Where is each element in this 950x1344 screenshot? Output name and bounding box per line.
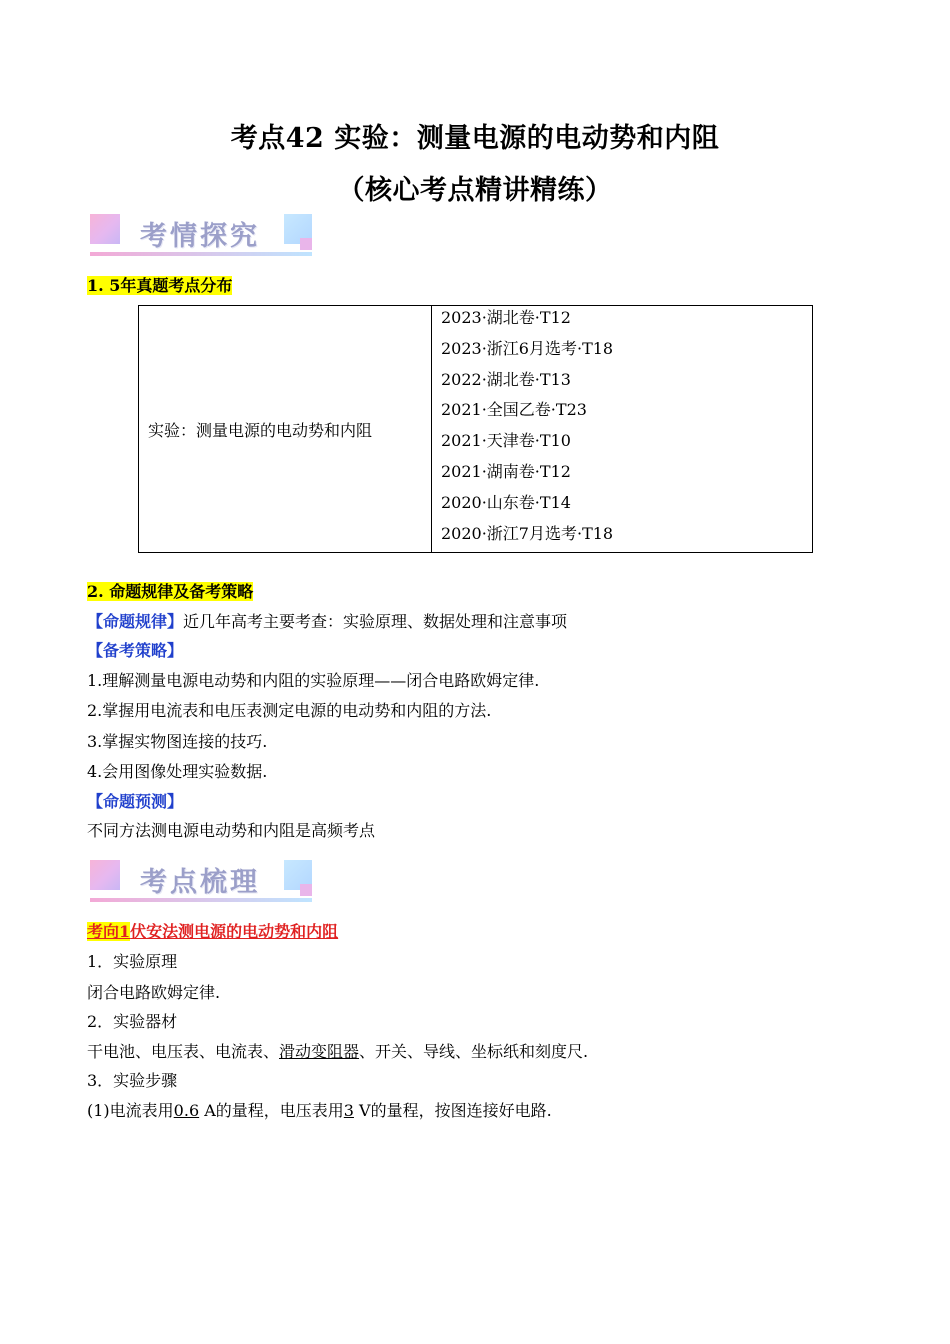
section1-heading xyxy=(87,276,232,296)
list-item: 2020·山东卷·T14 xyxy=(441,492,571,512)
strategy-item: 3.掌握实物图连接的技巧. xyxy=(87,732,268,751)
equipment-text-a: 干电池、电压表、电流表、 xyxy=(87,1042,280,1061)
step-1-value-voltage: 3 xyxy=(343,1101,354,1120)
predict-label-line xyxy=(87,792,183,812)
section2-heading xyxy=(87,582,253,602)
list-item: 2022·湖北卷·T13 xyxy=(441,369,571,389)
step-1-text-c: V的量程，按图连接好电路. xyxy=(353,1101,552,1120)
step-1 xyxy=(87,1101,552,1121)
list-item: 2023·浙江6月选考·T18 xyxy=(441,338,614,358)
table-topic-cell: 实验：测量电源的电动势和内阻 xyxy=(139,306,432,553)
predict-text: 不同方法测电源电动势和内阻是高频考点 xyxy=(87,821,376,840)
list-item: 2021·全国乙卷·T23 xyxy=(441,400,587,420)
strategy-label: 【备考策略】 xyxy=(87,641,184,660)
rule-text: 近几年高考主要考查：实验原理、数据处理和注意事项 xyxy=(183,612,568,631)
strategy-item: 1.理解测量电源电动势和内阻的实验原理——闭合电路欧姆定律. xyxy=(87,671,540,690)
section3-heading-rest: 伏安法测电源的电动势和内阻 xyxy=(130,922,339,941)
steps-title: 3．实验步骤 xyxy=(87,1071,178,1090)
rule-line xyxy=(87,612,567,632)
banner-decoration-left xyxy=(90,860,120,890)
list-item: 2021·湖南卷·T12 xyxy=(441,461,571,481)
strategy-item: 2.掌握用电流表和电压表测定电源的电动势和内阻的方法. xyxy=(87,701,492,720)
section3-heading-highlight: 考向1 xyxy=(87,922,131,941)
banner-decoration-right xyxy=(284,214,312,244)
principle-title: 1．实验原理 xyxy=(87,952,178,971)
step-1-text-a: (1)电流表用 xyxy=(87,1101,174,1120)
step-1-text-b: A的量程，电压表用 xyxy=(199,1101,344,1120)
predict-label: 【命题预测】 xyxy=(87,792,184,811)
section1-heading-text: 1. 5年真题考点分布 xyxy=(87,276,233,295)
table-items-cell xyxy=(432,306,813,553)
banner-label: 考情探究 xyxy=(140,221,260,252)
exam-distribution-table xyxy=(138,305,813,553)
strategy-label-line xyxy=(87,641,183,661)
banner-decoration-left xyxy=(90,214,120,244)
list-item: 2021·天津卷·T10 xyxy=(441,431,571,451)
section2-heading-text: 2. 命题规律及备考策略 xyxy=(87,582,254,601)
equipment-text-b: 、开关、导线、坐标纸和刻度尺. xyxy=(359,1042,589,1061)
page-subtitle: （核心考点精讲精练） xyxy=(337,175,613,206)
equipment-underlined: 滑动变阻器 xyxy=(279,1042,360,1061)
page-title: 考点42 实验：测量电源的电动势和内阻 xyxy=(230,123,720,154)
section-banner-key-points xyxy=(90,860,312,902)
section-banner-exam-analysis xyxy=(90,214,312,256)
rule-label: 【命题规律】 xyxy=(87,612,184,631)
list-item: 2020·浙江7月选考·T18 xyxy=(441,523,614,543)
equipment-body xyxy=(87,1042,588,1062)
list-item: 2023·湖北卷·T12 xyxy=(441,308,571,327)
banner-label: 考点梳理 xyxy=(140,867,260,898)
strategy-item: 4.会用图像处理实验数据. xyxy=(87,762,268,781)
table-row xyxy=(139,306,813,553)
principle-body: 闭合电路欧姆定律. xyxy=(87,983,221,1002)
banner-decoration-right xyxy=(284,860,312,890)
step-1-value-current: 0.6 xyxy=(173,1101,200,1120)
equipment-title: 2．实验器材 xyxy=(87,1012,178,1031)
section3-heading xyxy=(87,922,338,942)
